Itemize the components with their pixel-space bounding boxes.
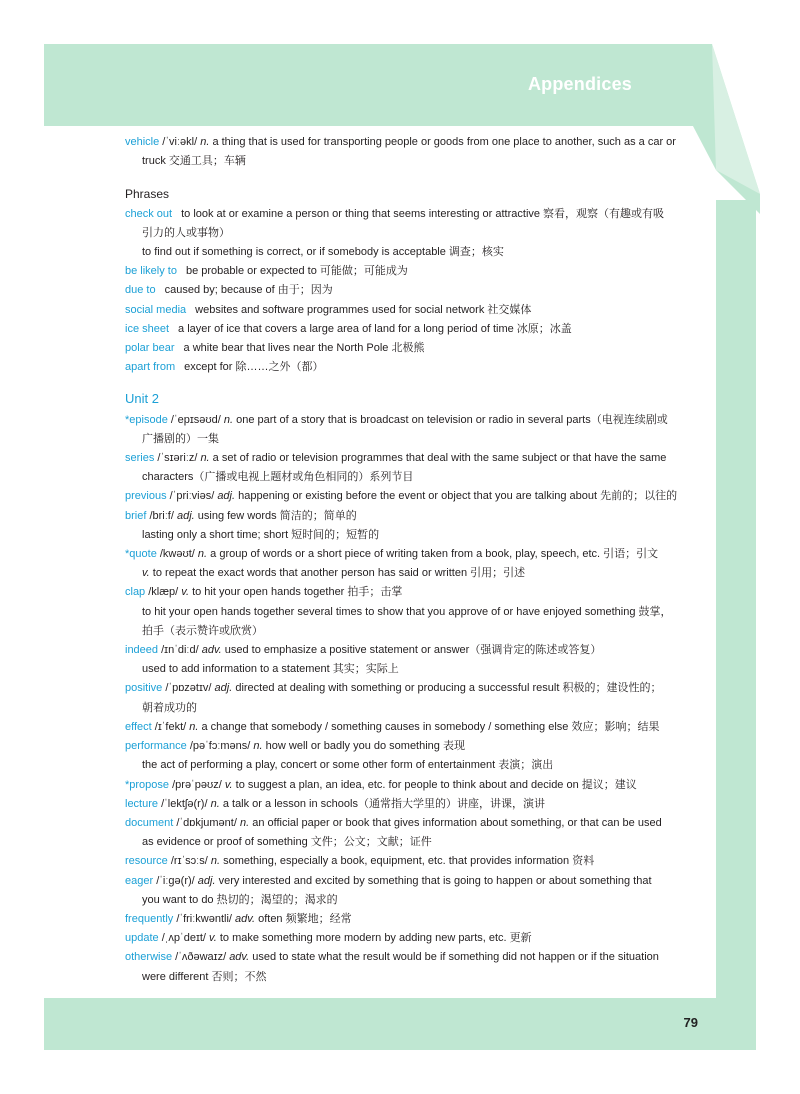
entry-indeed xyxy=(125,641,700,660)
phonetic: /kwəʊt/ xyxy=(156,548,198,561)
headword: vehicle xyxy=(125,136,160,148)
definition-sense-2: the act of performing a play, concert or some other form of entertainment 表演；演出 xyxy=(142,759,554,772)
phonetic: /pəˈfɔːməns/ xyxy=(186,740,254,753)
phonetic: /ɪˈfekt/ xyxy=(151,720,190,733)
part-of-speech: v. xyxy=(209,932,217,945)
definition-sense-2: to find out if something is correct, or if somebody is acceptable 调查；核实 xyxy=(142,246,504,259)
headword: *episode xyxy=(125,413,168,426)
phonetic: /briːf/ xyxy=(146,509,177,522)
headword: check out xyxy=(125,207,173,220)
definition: one part of a story that is broadcast on television or radio in several parts（电视连续剧或 xyxy=(233,413,668,426)
definition-sense-2: to hit your open hands together several times to show that you approve of or have enjoyed something 鼓掌， xyxy=(142,605,672,618)
definition: a layer of ice that covers a large area of land for a long period of time 冰原；冰盖 xyxy=(178,322,572,335)
headword: social media xyxy=(125,303,187,316)
definition: a set of radio or television programmes that deal with the same subject or that have the same xyxy=(209,452,667,465)
part-of-speech: n. xyxy=(210,797,220,810)
entry-polar-bear xyxy=(125,339,700,358)
part-of-speech: n. xyxy=(200,136,210,148)
part-of-speech: n. xyxy=(200,452,210,465)
headword: indeed xyxy=(125,644,159,657)
entry-otherwise xyxy=(125,948,700,967)
definition: directed at dealing with something or producing a successful result 积极的；建设性的； xyxy=(232,682,662,695)
unit-heading: Unit 2 xyxy=(125,391,159,407)
entry-document xyxy=(125,814,700,833)
entry-be-likely-to xyxy=(125,262,700,281)
entry-check-out xyxy=(125,205,700,224)
definition: used to state what the result would be if something did not happen or if the situation xyxy=(249,951,659,964)
entry-apart-from xyxy=(125,358,700,377)
phonetic: /ˈepɪsəʊd/ xyxy=(167,413,224,426)
glossary xyxy=(125,133,700,987)
entry-due-to xyxy=(125,281,700,300)
page-number: 79 xyxy=(683,1015,698,1030)
phonetic: /ˈsɪəriːz/ xyxy=(154,452,201,465)
part-of-speech: adj. xyxy=(176,509,195,522)
definition: often 频繁地；经常 xyxy=(255,912,352,925)
definition-continued: as evidence or proof of something 文件；公文；文献；证件 xyxy=(142,836,432,849)
headword: series xyxy=(125,452,155,465)
headword: effect xyxy=(125,720,152,733)
entry-performance xyxy=(125,737,700,756)
entry-ice-sheet xyxy=(125,320,700,339)
definition: very interested and excited by something that is going to happen or about something that xyxy=(215,874,652,887)
definition: an official paper or book that gives information about something, or that can be used xyxy=(249,816,662,829)
entry-update xyxy=(125,929,700,948)
footer-band xyxy=(44,998,756,1050)
part-of-speech: n. xyxy=(253,740,263,753)
part-of-speech: v. xyxy=(224,778,233,791)
entry-eager xyxy=(125,872,700,891)
phonetic: /ɪnˈdiːd/ xyxy=(158,644,202,657)
phonetic: /klæp/ xyxy=(145,586,182,599)
part-of-speech: adj. xyxy=(214,682,233,695)
right-margin-band xyxy=(716,200,756,1000)
phonetic: /ˈlektʃə(r)/ xyxy=(158,797,211,810)
headword: previous xyxy=(125,490,167,503)
phrases-heading: Phrases xyxy=(125,187,170,202)
headword: document xyxy=(125,816,174,829)
headword: ice sheet xyxy=(125,322,170,335)
part-of-speech: n. xyxy=(223,413,234,426)
definition-sense-2: lasting only a short time; short 短时间的；短暂的 xyxy=(142,528,380,541)
definition: caused by; because of 由于；因为 xyxy=(164,284,333,297)
definition: used to emphasize a positive statement or answer（强调肯定的陈述或答复） xyxy=(221,644,602,657)
headword: frequently xyxy=(125,912,174,925)
headword: due to xyxy=(125,284,156,297)
definition: a group of words or a short piece of writing taken from a book, play, speech, etc. 引语；引文 xyxy=(207,548,659,561)
headword: lecture xyxy=(125,797,159,810)
entry-previous xyxy=(125,487,700,506)
entry-social-media xyxy=(125,301,700,320)
entry-propose xyxy=(125,776,700,795)
headword: performance xyxy=(125,740,187,753)
definition: a white bear that lives near the North Pole 北极熊 xyxy=(183,342,425,355)
definition: except for 除……之外（都） xyxy=(184,361,324,374)
entry-positive xyxy=(125,679,700,698)
definition: a change that somebody / something causes in somebody / something else 效应；影响；结果 xyxy=(198,720,660,733)
definition: a thing that is used for transporting people or goods from one place to another, such as a car or xyxy=(209,136,676,148)
definition: websites and software programmes used for social network 社交媒体 xyxy=(195,303,532,316)
phonetic: /rɪˈsɔːs/ xyxy=(167,855,211,868)
phonetic: /ˌʌpˈdeɪt/ xyxy=(158,932,210,945)
headword: update xyxy=(125,932,159,945)
entry-series xyxy=(125,449,700,468)
entry-episode xyxy=(125,411,700,430)
part-of-speech: adv. xyxy=(235,912,256,925)
definition: a talk or a lesson in schools（通常指大学里的）讲座，讲课，演讲 xyxy=(219,797,545,810)
entry-clap xyxy=(125,583,700,602)
definition-continued: truck 交通工具；车辆 xyxy=(142,155,246,168)
part-of-speech: n. xyxy=(189,720,199,733)
definition: something, especially a book, equipment, etc. that provides information 资料 xyxy=(220,855,595,868)
section-title: Appendices xyxy=(527,74,632,94)
phonetic: /prəˈpəʊz/ xyxy=(169,778,225,791)
phonetic: /ˈdɒkjumənt/ xyxy=(173,816,240,829)
headword: eager xyxy=(125,874,154,887)
phonetic: /ˈʌðəwaɪz/ xyxy=(172,951,230,964)
headword: *quote xyxy=(125,548,157,561)
entry-brief xyxy=(125,507,700,526)
phonetic: /ˈiːɡə(r)/ xyxy=(153,874,198,887)
part-of-speech: n. xyxy=(197,548,208,561)
entry-quote xyxy=(125,545,700,564)
part-of-speech: adv. xyxy=(201,644,222,657)
definition: using few words 简洁的；简单的 xyxy=(194,509,357,522)
definition-continued: 广播剧的）一集 xyxy=(142,432,219,445)
headword: resource xyxy=(125,855,168,868)
part-of-speech: n. xyxy=(210,855,221,868)
headword: *propose xyxy=(125,778,170,791)
entry-effect xyxy=(125,718,700,737)
headword: positive xyxy=(125,682,163,695)
definition-continued: 引力的人或事物） xyxy=(142,226,230,239)
phonetic: /ˈviːəkl/ xyxy=(159,136,201,148)
definition-continued: 朝着成功的 xyxy=(142,701,197,714)
definition-continued: were different 否则；不然 xyxy=(142,970,267,983)
definition: to look at or examine a person or thing that seems interesting or attractive 察看，观察（有趣或有吸 xyxy=(181,207,665,220)
part-of-speech: adv. xyxy=(229,951,250,964)
definition: to hit your open hands together 拍手；击掌 xyxy=(189,586,403,599)
headword: apart from xyxy=(125,361,176,374)
definition: happening or existing before the event or object that you are talking about 先前的；以往的 xyxy=(235,490,678,503)
definition: to repeat the exact words that another person has said or written 引用；引述 xyxy=(149,567,526,580)
part-of-speech: n. xyxy=(239,816,250,829)
definition: to make something more modern by adding new parts, etc. 更新 xyxy=(216,932,532,945)
phonetic: /ˈpriːviəs/ xyxy=(166,490,218,503)
phonetic: /ˈpɒzətɪv/ xyxy=(162,682,215,695)
entry-lecture xyxy=(125,795,700,814)
definition-sense-2: used to add information to a statement 其实；实际上 xyxy=(142,663,399,676)
definition-sense-2 xyxy=(125,564,700,583)
headword: polar bear xyxy=(125,342,175,355)
definition: be probable or expected to 可能做；可能成为 xyxy=(185,265,408,278)
headword: clap xyxy=(125,586,146,599)
part-of-speech: v. xyxy=(142,567,150,580)
entry-resource xyxy=(125,852,700,871)
definition-continued: you want to do 热切的；渴望的；渴求的 xyxy=(142,893,338,906)
part-of-speech: v. xyxy=(181,586,190,599)
definition: to suggest a plan, an idea, etc. for people to think about and decide on 提议；建议 xyxy=(232,778,637,791)
headword: brief xyxy=(125,509,147,522)
definition-continued: characters（广播或电视上题材或角色相同的）系列节目 xyxy=(142,471,414,484)
headword: be likely to xyxy=(125,265,177,278)
part-of-speech: adj. xyxy=(217,490,236,503)
entry-vehicle xyxy=(125,133,700,152)
definition-continued: 拍手（表示赞许或欣赏） xyxy=(142,624,263,637)
entry-frequently xyxy=(125,910,700,929)
phonetic: /ˈfriːkwəntli/ xyxy=(173,912,236,925)
definition: how well or badly you do something 表现 xyxy=(262,740,465,753)
part-of-speech: adj. xyxy=(197,874,216,887)
headword: otherwise xyxy=(125,951,173,964)
